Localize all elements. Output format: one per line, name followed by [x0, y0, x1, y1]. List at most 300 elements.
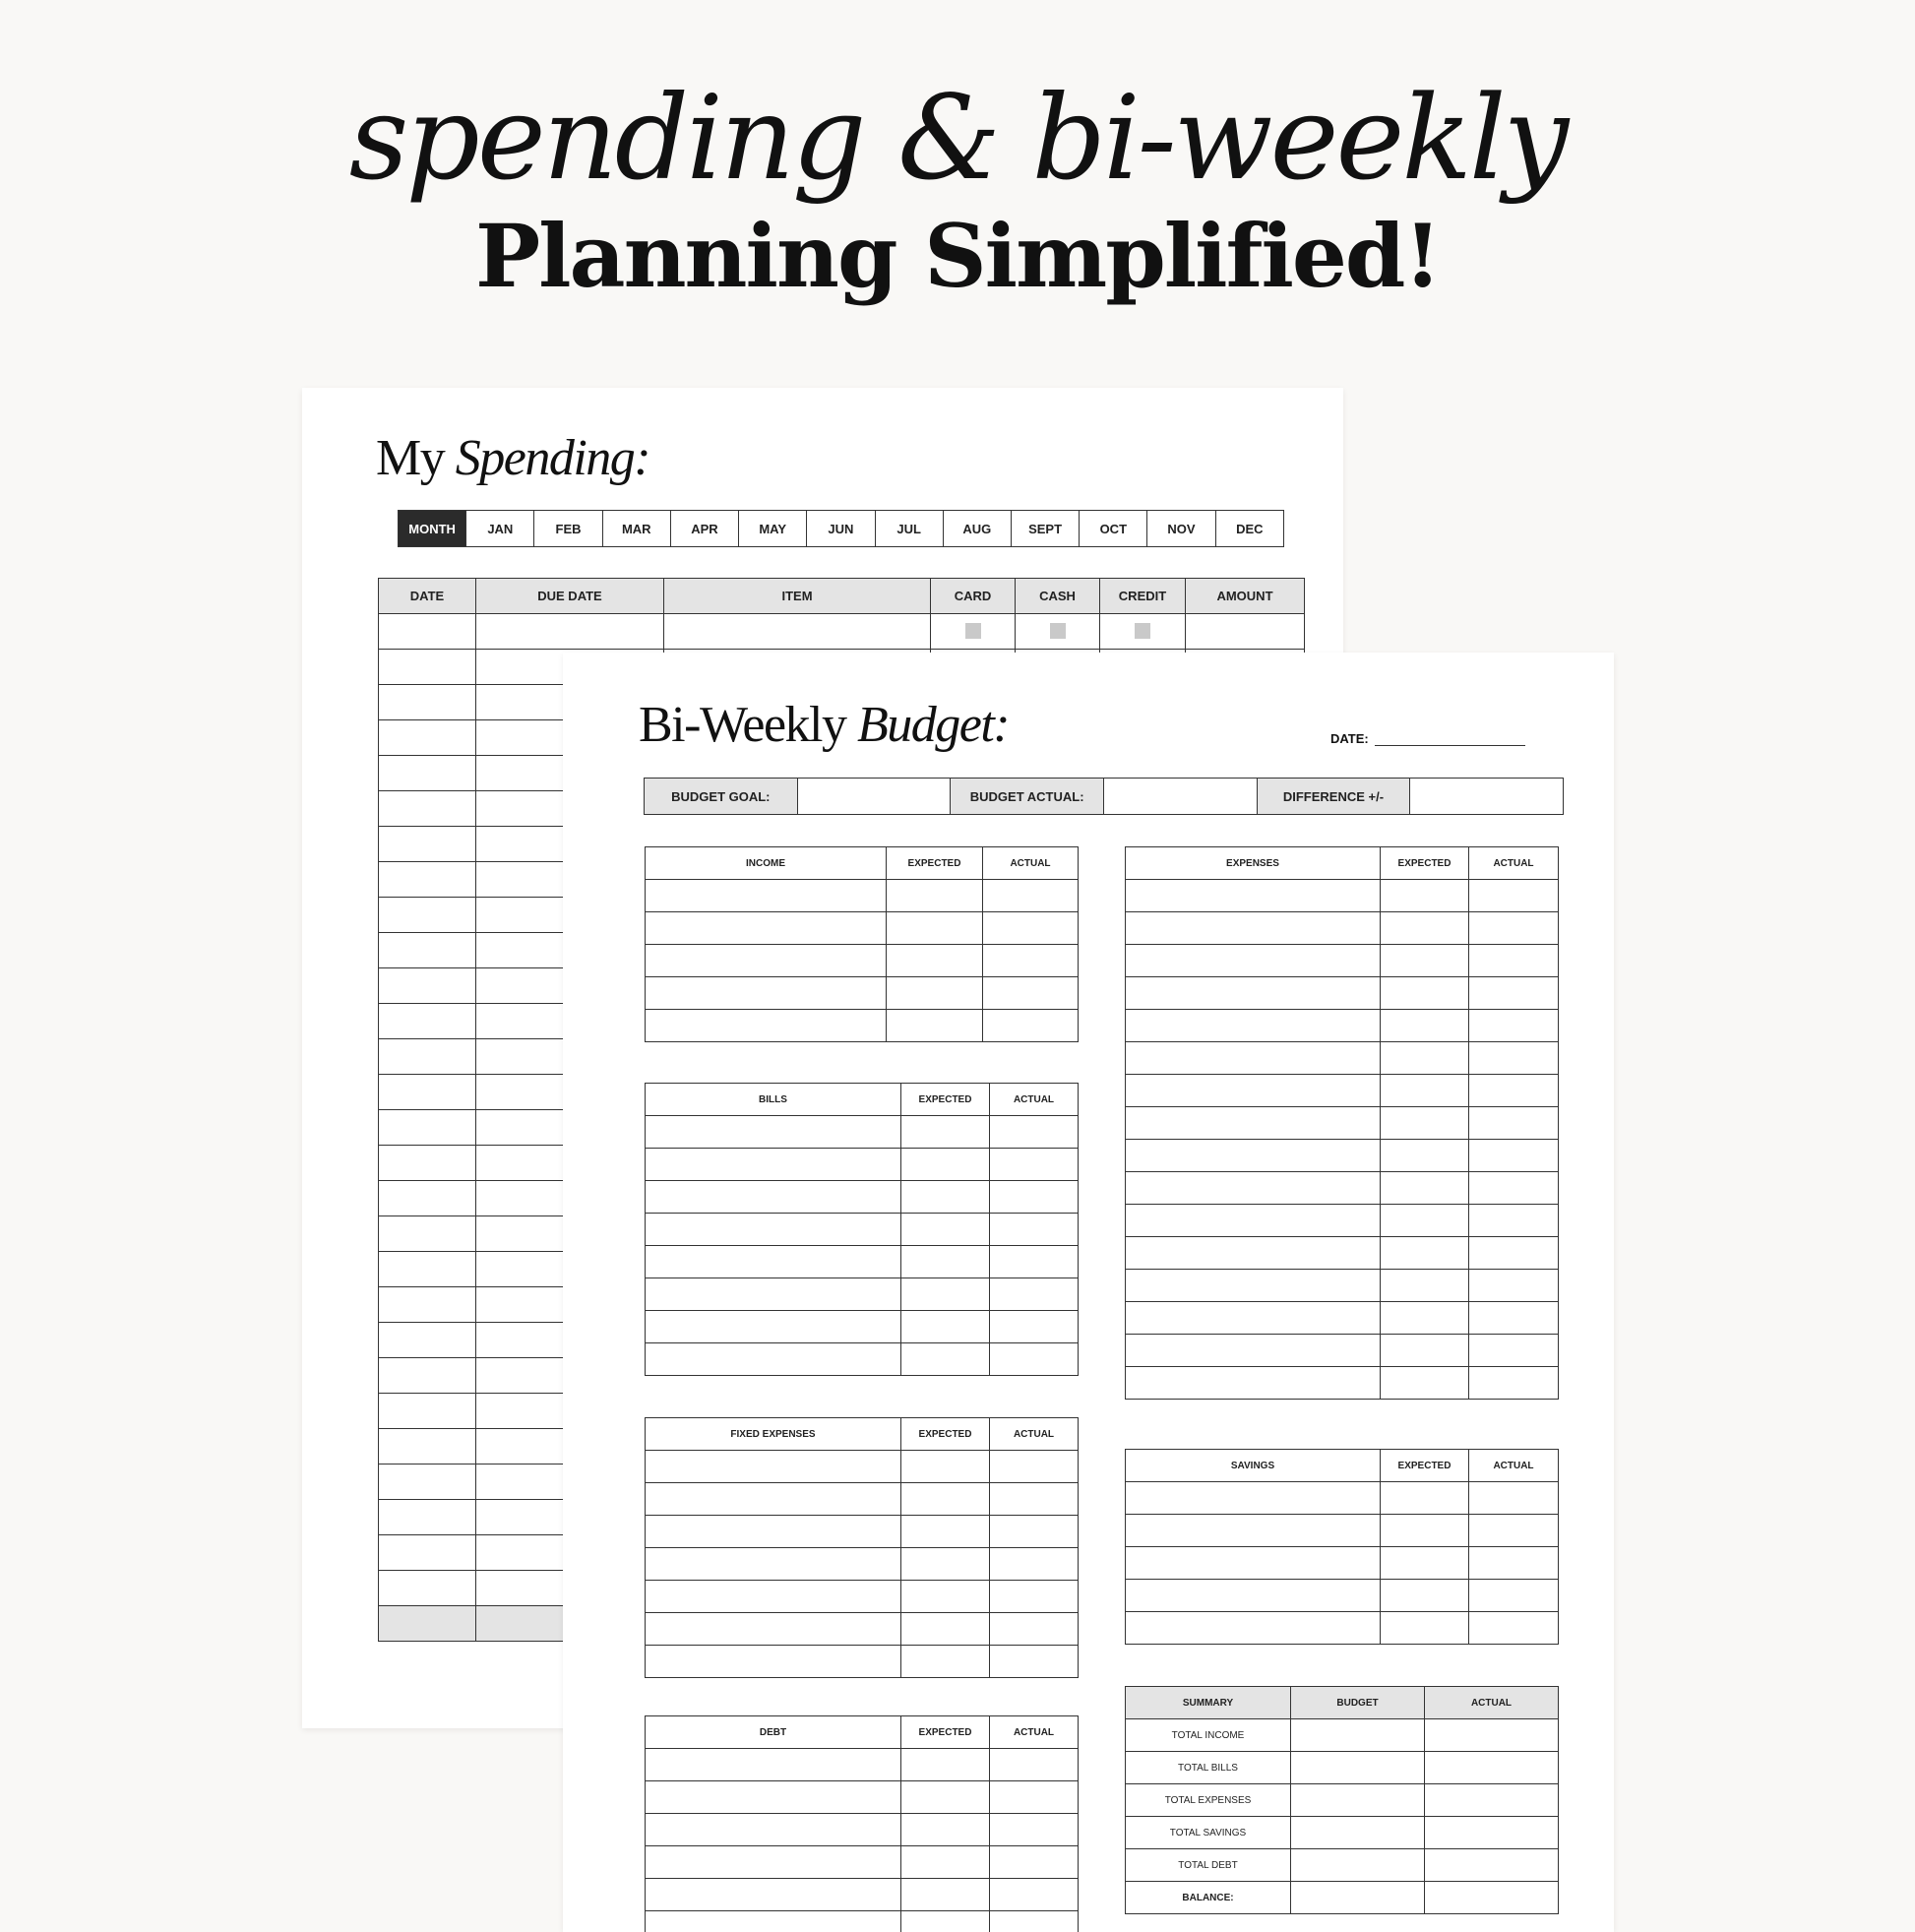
table-row	[1126, 1205, 1559, 1237]
table-cell[interactable]	[646, 1311, 901, 1343]
headline	[0, 0, 1915, 325]
checkbox[interactable]	[1135, 623, 1150, 639]
table-cell[interactable]	[646, 1781, 901, 1814]
table-cell[interactable]	[990, 1343, 1079, 1376]
table-cell[interactable]	[646, 1581, 901, 1613]
table-cell[interactable]	[646, 880, 887, 912]
table-cell[interactable]	[1381, 1205, 1469, 1237]
table-cell[interactable]	[990, 1646, 1079, 1678]
spending-title-plain: My	[376, 430, 444, 486]
table-cell[interactable]	[990, 1214, 1079, 1246]
table-cell[interactable]	[1469, 912, 1559, 945]
summary-actual-cell[interactable]	[1425, 1752, 1559, 1784]
table-cell[interactable]	[901, 1646, 990, 1678]
table-cell[interactable]	[1126, 1042, 1381, 1075]
summary-row	[1126, 1719, 1559, 1752]
table-cell[interactable]	[1469, 1042, 1559, 1075]
table-cell[interactable]	[983, 977, 1079, 1010]
table-cell[interactable]	[1126, 945, 1381, 977]
table-cell[interactable]	[901, 1311, 990, 1343]
table-cell[interactable]	[901, 1278, 990, 1311]
table-cell[interactable]	[646, 1516, 901, 1548]
table-cell[interactable]	[379, 1323, 476, 1358]
month-tab-aug[interactable]: AUG	[943, 511, 1011, 547]
table-cell[interactable]	[1381, 1547, 1469, 1580]
table-cell[interactable]	[646, 1911, 901, 1932]
table-cell[interactable]	[1126, 1515, 1381, 1547]
table-cell[interactable]	[887, 1010, 983, 1042]
table-cell[interactable]	[379, 685, 476, 720]
table-row	[646, 977, 1079, 1010]
summary-budget-cell[interactable]	[1291, 1817, 1425, 1849]
table-cell[interactable]	[646, 1749, 901, 1781]
table-cell[interactable]	[379, 650, 476, 685]
table-cell[interactable]	[646, 1278, 901, 1311]
month-tab-sept[interactable]: SEPT	[1011, 511, 1079, 547]
table-cell[interactable]	[901, 1879, 990, 1911]
table-cell[interactable]	[1381, 1172, 1469, 1205]
table-cell[interactable]	[646, 1846, 901, 1879]
bills-table	[645, 1083, 1079, 1376]
table-cell[interactable]	[476, 614, 664, 650]
table-row	[646, 1278, 1079, 1311]
date-input-line[interactable]	[1375, 733, 1525, 746]
table-cell[interactable]	[990, 1278, 1079, 1311]
table-cell[interactable]	[1381, 977, 1469, 1010]
table-cell[interactable]	[990, 1548, 1079, 1581]
budget-goal-field[interactable]	[797, 779, 951, 815]
spending-title-italic: Spending:	[456, 430, 649, 486]
table-row	[646, 1516, 1079, 1548]
table-cell[interactable]	[887, 880, 983, 912]
table-cell[interactable]	[1469, 1515, 1559, 1547]
table-cell[interactable]	[379, 756, 476, 791]
table-cell[interactable]	[901, 1516, 990, 1548]
table-cell[interactable]	[379, 933, 476, 968]
table-row	[646, 1781, 1079, 1814]
budget-actual-field[interactable]	[1103, 779, 1257, 815]
table-cell[interactable]	[990, 1911, 1079, 1932]
table-cell[interactable]	[379, 1500, 476, 1535]
table-cell[interactable]	[1126, 1205, 1381, 1237]
summary-budget-cell[interactable]	[1291, 1882, 1425, 1914]
table-cell[interactable]	[1381, 912, 1469, 945]
table-cell[interactable]	[646, 1214, 901, 1246]
table-row	[1126, 945, 1559, 977]
table-cell[interactable]	[1469, 1237, 1559, 1270]
table-cell[interactable]	[379, 1181, 476, 1216]
table-row	[646, 1846, 1079, 1879]
table-cell[interactable]	[901, 1749, 990, 1781]
table-cell[interactable]	[1381, 1612, 1469, 1645]
difference-field[interactable]	[1410, 779, 1564, 815]
table-cell[interactable]	[646, 1246, 901, 1278]
spending-title	[376, 429, 649, 488]
summary-budget-cell[interactable]	[1291, 1719, 1425, 1752]
month-tab-nov[interactable]: NOV	[1147, 511, 1215, 547]
table-cell[interactable]	[1126, 1107, 1381, 1140]
table-cell[interactable]	[901, 1581, 990, 1613]
budget-actual-label: BUDGET ACTUAL:	[951, 779, 1104, 815]
expenses-header-actual: ACTUAL	[1469, 847, 1559, 880]
table-cell[interactable]	[1469, 1140, 1559, 1172]
table-cell[interactable]	[1469, 1172, 1559, 1205]
checkbox[interactable]	[965, 623, 981, 639]
summary-row	[1126, 1849, 1559, 1882]
table-row	[1126, 1547, 1559, 1580]
table-cell[interactable]	[990, 1781, 1079, 1814]
debt-section	[645, 1715, 1078, 1932]
biweekly-sheet	[563, 653, 1614, 1932]
month-tab-may[interactable]: MAY	[739, 511, 807, 547]
table-cell[interactable]	[901, 1181, 990, 1214]
table-cell[interactable]	[1469, 1107, 1559, 1140]
table-row	[646, 1814, 1079, 1846]
savings-header-expected: EXPECTED	[1381, 1450, 1469, 1482]
table-cell[interactable]	[887, 912, 983, 945]
table-cell[interactable]	[1126, 880, 1381, 912]
table-cell[interactable]	[379, 1606, 476, 1642]
table-row	[646, 1214, 1079, 1246]
income-header-expected: EXPECTED	[887, 847, 983, 880]
table-cell[interactable]	[646, 1646, 901, 1678]
table-row	[1126, 1042, 1559, 1075]
table-cell[interactable]	[931, 614, 1016, 650]
table-cell[interactable]	[1381, 1367, 1469, 1400]
table-cell[interactable]	[646, 1451, 901, 1483]
table-cell[interactable]	[901, 1343, 990, 1376]
table-cell[interactable]	[1469, 1205, 1559, 1237]
table-cell[interactable]	[646, 1548, 901, 1581]
month-tab-month[interactable]: MONTH	[399, 511, 466, 547]
table-cell[interactable]	[1469, 1547, 1559, 1580]
table-cell[interactable]	[901, 1846, 990, 1879]
table-row	[646, 1749, 1079, 1781]
table-cell[interactable]	[1126, 1482, 1381, 1515]
table-cell[interactable]	[646, 1010, 887, 1042]
table-cell[interactable]	[901, 1246, 990, 1278]
table-cell[interactable]	[983, 912, 1079, 945]
table-cell[interactable]	[1016, 614, 1100, 650]
table-cell[interactable]	[646, 1879, 901, 1911]
table-row	[646, 1451, 1079, 1483]
debt-header-expected: EXPECTED	[901, 1716, 990, 1749]
biweekly-title-italic: Budget:	[857, 697, 1009, 753]
table-cell[interactable]	[990, 1181, 1079, 1214]
table-cell[interactable]	[901, 1149, 990, 1181]
month-tab-dec[interactable]: DEC	[1215, 511, 1283, 547]
table-cell[interactable]	[379, 614, 476, 650]
table-cell[interactable]	[1126, 1140, 1381, 1172]
table-cell[interactable]	[379, 791, 476, 827]
table-cell[interactable]	[379, 898, 476, 933]
table-cell[interactable]	[646, 1343, 901, 1376]
table-cell[interactable]	[1126, 1547, 1381, 1580]
table-cell[interactable]	[1469, 1335, 1559, 1367]
table-cell[interactable]	[1126, 912, 1381, 945]
table-row	[1126, 1237, 1559, 1270]
table-cell[interactable]	[379, 1429, 476, 1465]
fixed-table	[645, 1417, 1079, 1678]
table-cell[interactable]	[1469, 1612, 1559, 1645]
summary-actual-cell[interactable]	[1425, 1849, 1559, 1882]
table-cell[interactable]	[1469, 1302, 1559, 1335]
table-cell[interactable]	[983, 1010, 1079, 1042]
table-cell[interactable]	[1126, 1580, 1381, 1612]
summary-actual-cell[interactable]	[1425, 1719, 1559, 1752]
summary-budget-cell[interactable]	[1291, 1849, 1425, 1882]
table-cell[interactable]	[1469, 1482, 1559, 1515]
fixed-header-fixed-expenses: FIXED EXPENSES	[646, 1418, 901, 1451]
table-cell[interactable]	[990, 1613, 1079, 1646]
table-row	[646, 1246, 1079, 1278]
table-cell[interactable]	[646, 1181, 901, 1214]
bills-header-actual: ACTUAL	[990, 1084, 1079, 1116]
table-cell[interactable]	[1381, 945, 1469, 977]
table-cell[interactable]	[379, 1394, 476, 1429]
table-row	[1126, 1010, 1559, 1042]
summary-table	[1125, 1686, 1559, 1914]
table-cell[interactable]	[901, 1116, 990, 1149]
table-cell[interactable]	[1126, 1010, 1381, 1042]
summary-actual-cell[interactable]	[1425, 1882, 1559, 1914]
table-cell[interactable]	[990, 1581, 1079, 1613]
table-cell[interactable]	[379, 1465, 476, 1500]
table-cell[interactable]	[1469, 880, 1559, 912]
table-cell[interactable]	[990, 1814, 1079, 1846]
table-row	[1126, 977, 1559, 1010]
savings-table	[1125, 1449, 1559, 1645]
table-cell[interactable]	[1381, 1482, 1469, 1515]
table-cell[interactable]	[990, 1116, 1079, 1149]
table-cell[interactable]	[901, 1613, 990, 1646]
income-header-income: INCOME	[646, 847, 887, 880]
bills-header-bills: BILLS	[646, 1084, 901, 1116]
table-cell[interactable]	[379, 1252, 476, 1287]
table-cell[interactable]	[379, 1287, 476, 1323]
summary-actual-cell[interactable]	[1425, 1817, 1559, 1849]
month-tab-oct[interactable]: OCT	[1080, 511, 1147, 547]
summary-row-label: BALANCE:	[1126, 1882, 1291, 1914]
table-cell[interactable]	[1126, 1237, 1381, 1270]
table-row	[1126, 1302, 1559, 1335]
table-cell[interactable]	[379, 1571, 476, 1606]
table-row	[1126, 1482, 1559, 1515]
table-cell[interactable]	[379, 1110, 476, 1146]
table-cell[interactable]	[379, 862, 476, 898]
month-tab-jan[interactable]: JAN	[466, 511, 534, 547]
table-cell[interactable]	[379, 1216, 476, 1252]
table-cell[interactable]	[379, 720, 476, 756]
budget-summary-row	[644, 778, 1564, 815]
summary-row-label: TOTAL BILLS	[1126, 1752, 1291, 1784]
table-row	[646, 912, 1079, 945]
table-cell[interactable]	[1469, 945, 1559, 977]
table-row	[1126, 1580, 1559, 1612]
table-cell[interactable]	[664, 614, 931, 650]
headline-script: spending & bi-weekly	[0, 69, 1915, 207]
column-header-card: CARD	[931, 579, 1016, 614]
table-cell[interactable]	[646, 1483, 901, 1516]
table-cell[interactable]	[1469, 1367, 1559, 1400]
table-row	[1126, 1335, 1559, 1367]
summary-actual-cell[interactable]	[1425, 1784, 1559, 1817]
month-tab-mar[interactable]: MAR	[602, 511, 670, 547]
table-cell[interactable]	[1126, 1270, 1381, 1302]
table-cell[interactable]	[1381, 1237, 1469, 1270]
table-cell[interactable]	[990, 1149, 1079, 1181]
table-cell[interactable]	[1126, 1612, 1381, 1645]
summary-row-label: TOTAL EXPENSES	[1126, 1784, 1291, 1817]
table-row	[1126, 1107, 1559, 1140]
table-cell[interactable]	[379, 1004, 476, 1039]
debt-header-actual: ACTUAL	[990, 1716, 1079, 1749]
savings-header-actual: ACTUAL	[1469, 1450, 1559, 1482]
table-cell[interactable]	[901, 1548, 990, 1581]
table-cell[interactable]	[379, 968, 476, 1004]
table-cell[interactable]	[1100, 614, 1186, 650]
table-cell[interactable]	[1126, 1302, 1381, 1335]
table-cell[interactable]	[990, 1846, 1079, 1879]
table-cell[interactable]	[1381, 880, 1469, 912]
table-cell[interactable]	[901, 1214, 990, 1246]
table-cell[interactable]	[1126, 1335, 1381, 1367]
biweekly-title-plain: Bi-Weekly	[639, 697, 845, 753]
table-row	[646, 1483, 1079, 1516]
table-cell[interactable]	[990, 1749, 1079, 1781]
summary-budget-cell[interactable]	[1291, 1784, 1425, 1817]
table-cell[interactable]	[901, 1911, 990, 1932]
table-cell[interactable]	[646, 912, 887, 945]
table-cell[interactable]	[901, 1814, 990, 1846]
summary-budget-cell[interactable]	[1291, 1752, 1425, 1784]
table-cell[interactable]	[887, 977, 983, 1010]
table-cell[interactable]	[1186, 614, 1305, 650]
bills-section	[645, 1083, 1078, 1376]
month-tab-feb[interactable]: FEB	[534, 511, 602, 547]
table-cell[interactable]	[379, 1358, 476, 1394]
table-row	[646, 1010, 1079, 1042]
month-tab-jul[interactable]: JUL	[875, 511, 943, 547]
table-row	[646, 945, 1079, 977]
table-row	[1126, 1075, 1559, 1107]
table-cell[interactable]	[1381, 1010, 1469, 1042]
summary-row-label: TOTAL SAVINGS	[1126, 1817, 1291, 1849]
table-cell[interactable]	[646, 945, 887, 977]
table-row	[1126, 1612, 1559, 1645]
table-cell[interactable]	[379, 1039, 476, 1075]
table-cell[interactable]	[1126, 1367, 1381, 1400]
table-cell[interactable]	[379, 1146, 476, 1181]
table-cell[interactable]	[646, 1116, 901, 1149]
column-header-cash: CASH	[1016, 579, 1100, 614]
table-row	[646, 1181, 1079, 1214]
table-cell[interactable]	[1381, 1335, 1469, 1367]
table-row	[646, 1548, 1079, 1581]
table-row	[1126, 1140, 1559, 1172]
table-row	[646, 1581, 1079, 1613]
table-cell[interactable]	[1126, 1172, 1381, 1205]
summary-row-label: TOTAL DEBT	[1126, 1849, 1291, 1882]
fixed-expenses-section	[645, 1417, 1078, 1678]
summary-row-label: TOTAL INCOME	[1126, 1719, 1291, 1752]
table-cell[interactable]	[990, 1483, 1079, 1516]
month-tab-jun[interactable]: JUN	[807, 511, 875, 547]
checkbox[interactable]	[1050, 623, 1066, 639]
table-row	[1126, 880, 1559, 912]
table-cell[interactable]	[1469, 1270, 1559, 1302]
table-cell[interactable]	[1469, 1075, 1559, 1107]
table-cell[interactable]	[1381, 1270, 1469, 1302]
summary-header-budget: BUDGET	[1291, 1687, 1425, 1719]
month-tab-apr[interactable]: APR	[670, 511, 738, 547]
table-row	[646, 1311, 1079, 1343]
table-cell[interactable]	[1381, 1302, 1469, 1335]
table-row	[646, 1343, 1079, 1376]
summary-header-actual: ACTUAL	[1425, 1687, 1559, 1719]
table-cell[interactable]	[901, 1451, 990, 1483]
table-cell[interactable]	[1381, 1140, 1469, 1172]
summary-section	[1125, 1686, 1558, 1914]
table-cell[interactable]	[1469, 1010, 1559, 1042]
summary-row	[1126, 1882, 1559, 1914]
table-cell[interactable]	[887, 945, 983, 977]
table-cell[interactable]	[1381, 1042, 1469, 1075]
table-cell[interactable]	[1381, 1515, 1469, 1547]
table-cell[interactable]	[901, 1781, 990, 1814]
income-table	[645, 846, 1079, 1042]
table-row	[646, 1911, 1079, 1932]
table-cell[interactable]	[1381, 1580, 1469, 1612]
month-selector	[398, 510, 1284, 547]
table-cell[interactable]	[983, 880, 1079, 912]
table-cell[interactable]	[379, 1075, 476, 1110]
table-cell[interactable]	[990, 1879, 1079, 1911]
table-cell[interactable]	[1381, 1075, 1469, 1107]
table-cell[interactable]	[1469, 977, 1559, 1010]
expenses-header-expected: EXPECTED	[1381, 847, 1469, 880]
table-row	[646, 1116, 1079, 1149]
table-cell[interactable]	[990, 1311, 1079, 1343]
table-cell[interactable]	[646, 1814, 901, 1846]
table-cell[interactable]	[379, 827, 476, 862]
table-cell[interactable]	[990, 1516, 1079, 1548]
table-cell[interactable]	[1126, 977, 1381, 1010]
table-cell[interactable]	[901, 1483, 990, 1516]
table-cell[interactable]	[1469, 1580, 1559, 1612]
table-cell[interactable]	[1381, 1107, 1469, 1140]
date-field	[1330, 731, 1525, 746]
expenses-table	[1125, 846, 1559, 1400]
table-cell[interactable]	[646, 1149, 901, 1181]
table-cell[interactable]	[990, 1246, 1079, 1278]
summary-header-summary: SUMMARY	[1126, 1687, 1291, 1719]
difference-label: DIFFERENCE +/-	[1257, 779, 1410, 815]
table-row	[646, 1613, 1079, 1646]
table-row	[1126, 1515, 1559, 1547]
headline-bold: Planning Simplified!	[0, 202, 1915, 310]
table-cell[interactable]	[379, 1535, 476, 1571]
table-cell[interactable]	[646, 1613, 901, 1646]
column-header-amount: AMOUNT	[1186, 579, 1305, 614]
table-cell[interactable]	[646, 977, 887, 1010]
summary-row	[1126, 1784, 1559, 1817]
biweekly-title	[639, 696, 1009, 755]
table-cell[interactable]	[990, 1451, 1079, 1483]
table-cell[interactable]	[983, 945, 1079, 977]
income-header-actual: ACTUAL	[983, 847, 1079, 880]
table-cell[interactable]	[1126, 1075, 1381, 1107]
